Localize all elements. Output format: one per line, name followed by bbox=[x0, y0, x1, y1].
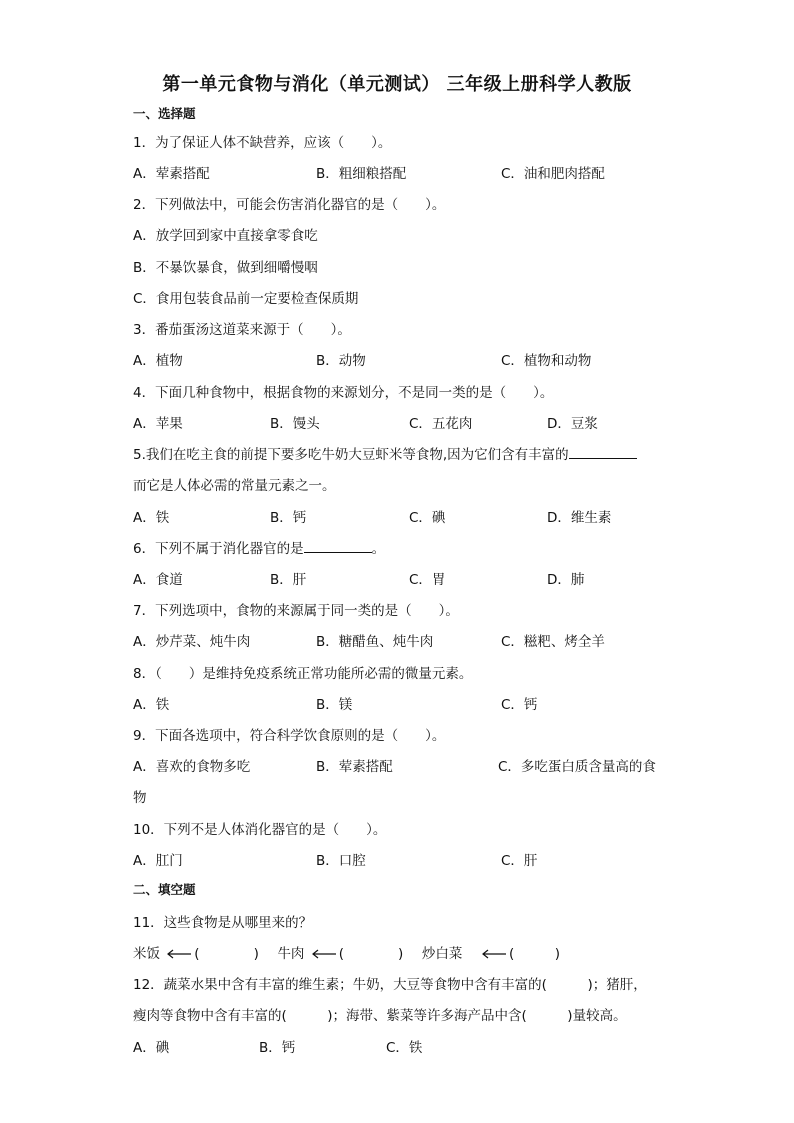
question-2-option-a: A．放学回到家中直接拿零食吃 bbox=[133, 228, 318, 244]
question-7-option-c: C．糍粑、烤全羊 bbox=[501, 634, 605, 650]
question-12-line-2: 瘦肉等食物中含有丰富的( )；海带、紫菜等许多海产品中含( )量较高。 bbox=[133, 1008, 627, 1024]
question-8-option-a: A．铁 bbox=[133, 697, 170, 713]
food-stir-fried-cabbage: 炒白菜 bbox=[421, 946, 463, 962]
question-3-option-c: C．植物和动物 bbox=[501, 353, 592, 369]
answer-blank-cabbage: ( ) bbox=[508, 946, 561, 962]
question-4-stem: 4．下面几种食物中，根据食物的来源划分，不是同一类的是（ ）。 bbox=[133, 385, 554, 401]
question-11-stem: 11．这些食物是从哪里来的？ bbox=[133, 915, 313, 931]
food-beef: 牛肉 bbox=[277, 946, 305, 962]
question-12-option-a: A．碘 bbox=[133, 1040, 170, 1056]
question-7-stem: 7．下列选项中，食物的来源属于同一类的是（ ）。 bbox=[133, 603, 459, 619]
question-5-option-c: C．碘 bbox=[409, 510, 446, 526]
question-5-answer-blank bbox=[569, 444, 637, 459]
question-9-option-c-continued: 物 bbox=[133, 790, 147, 806]
section-heading-choice: 一、选择题 bbox=[133, 106, 196, 121]
question-12-line-1: 12．蔬菜水果中含有丰富的维生素；牛奶，大豆等食物中含有丰富的( )；猪肝， bbox=[133, 977, 647, 993]
question-9-option-c: C．多吃蛋白质含量高的食 bbox=[498, 759, 656, 775]
question-4-option-c: C．五花肉 bbox=[409, 416, 473, 432]
question-12-option-c: C．铁 bbox=[386, 1040, 423, 1056]
question-5-option-d: D．维生素 bbox=[547, 510, 612, 526]
question-1-option-c: C．油和肥肉搭配 bbox=[501, 166, 605, 182]
question-6-option-c: C．胃 bbox=[409, 572, 446, 588]
question-9-option-b: B．荤素搭配 bbox=[316, 759, 393, 775]
question-6-stem-text: 6．下列不属于消化器官的是 bbox=[133, 541, 304, 557]
food-rice: 米饭 bbox=[133, 946, 160, 962]
question-5-option-b: B．钙 bbox=[270, 510, 307, 526]
question-6-option-a: A．食道 bbox=[133, 572, 183, 588]
question-3-option-a: A．植物 bbox=[133, 353, 183, 369]
left-arrow-icon bbox=[166, 949, 192, 959]
question-1-stem: 1．为了保证人体不缺营养，应该（ ）。 bbox=[133, 135, 392, 151]
left-arrow-icon bbox=[481, 949, 507, 959]
question-12-option-b: B．钙 bbox=[259, 1040, 296, 1056]
question-6-option-d: D．肺 bbox=[547, 572, 585, 588]
question-4-option-d: D．豆浆 bbox=[547, 416, 598, 432]
question-7-option-a: A．炒芹菜、炖牛肉 bbox=[133, 634, 251, 650]
question-3-stem: 3．番茄蛋汤这道菜来源于（ ）。 bbox=[133, 322, 351, 338]
page-title: 第一单元食物与消化（单元测试） 三年级上册科学人教版 bbox=[162, 74, 632, 95]
question-6-answer-blank bbox=[304, 538, 372, 553]
question-9-option-a: A．喜欢的食物多吃 bbox=[133, 759, 251, 775]
question-4-option-b: B．馒头 bbox=[270, 416, 320, 432]
question-8-option-c: C．钙 bbox=[501, 697, 538, 713]
question-9-stem: 9．下面各选项中，符合科学饮食原则的是（ ）。 bbox=[133, 728, 446, 744]
left-arrow-icon bbox=[311, 949, 337, 959]
question-2-option-b: B．不暴饮暴食，做到细嚼慢咽 bbox=[133, 260, 318, 276]
answer-blank-rice: ( ) bbox=[194, 946, 259, 962]
question-8-stem: 8．（ ）是维持免疫系统正常功能所必需的微量元素。 bbox=[133, 666, 473, 682]
question-1-option-a: A．荤素搭配 bbox=[133, 166, 210, 182]
question-4-option-a: A．苹果 bbox=[133, 416, 183, 432]
question-5-stem-text: 5.我们在吃主食的前提下要多吃牛奶大豆虾米等食物,因为它们含有丰富的 bbox=[133, 447, 569, 463]
question-1-option-b: B．粗细粮搭配 bbox=[316, 166, 407, 182]
question-2-stem: 2．下列做法中，可能会伤害消化器官的是（ ）。 bbox=[133, 197, 446, 213]
question-5-stem bbox=[133, 443, 637, 463]
question-10-option-a: A．肛门 bbox=[133, 853, 183, 869]
question-5-stem-continued: 而它是人体必需的常量元素之一。 bbox=[133, 478, 336, 494]
question-10-stem: 10．下列不是人体消化器官的是（ ）。 bbox=[133, 822, 387, 838]
question-8-option-b: B．镁 bbox=[316, 697, 353, 713]
question-6-option-b: B．肝 bbox=[270, 572, 307, 588]
question-7-option-b: B．糖醋鱼、炖牛肉 bbox=[316, 634, 434, 650]
section-heading-fill-in: 二、填空题 bbox=[133, 882, 196, 897]
question-11-food-sources bbox=[133, 942, 560, 962]
answer-blank-beef: ( ) bbox=[338, 946, 404, 962]
question-10-option-b: B．口腔 bbox=[316, 853, 366, 869]
question-6-stem-end: 。 bbox=[371, 541, 386, 557]
question-2-option-c: C．食用包装食品前一定要检查保质期 bbox=[133, 291, 359, 307]
question-10-option-c: C．肝 bbox=[501, 853, 538, 869]
question-6-stem bbox=[133, 537, 385, 557]
question-5-option-a: A．铁 bbox=[133, 510, 170, 526]
question-3-option-b: B．动物 bbox=[316, 353, 366, 369]
